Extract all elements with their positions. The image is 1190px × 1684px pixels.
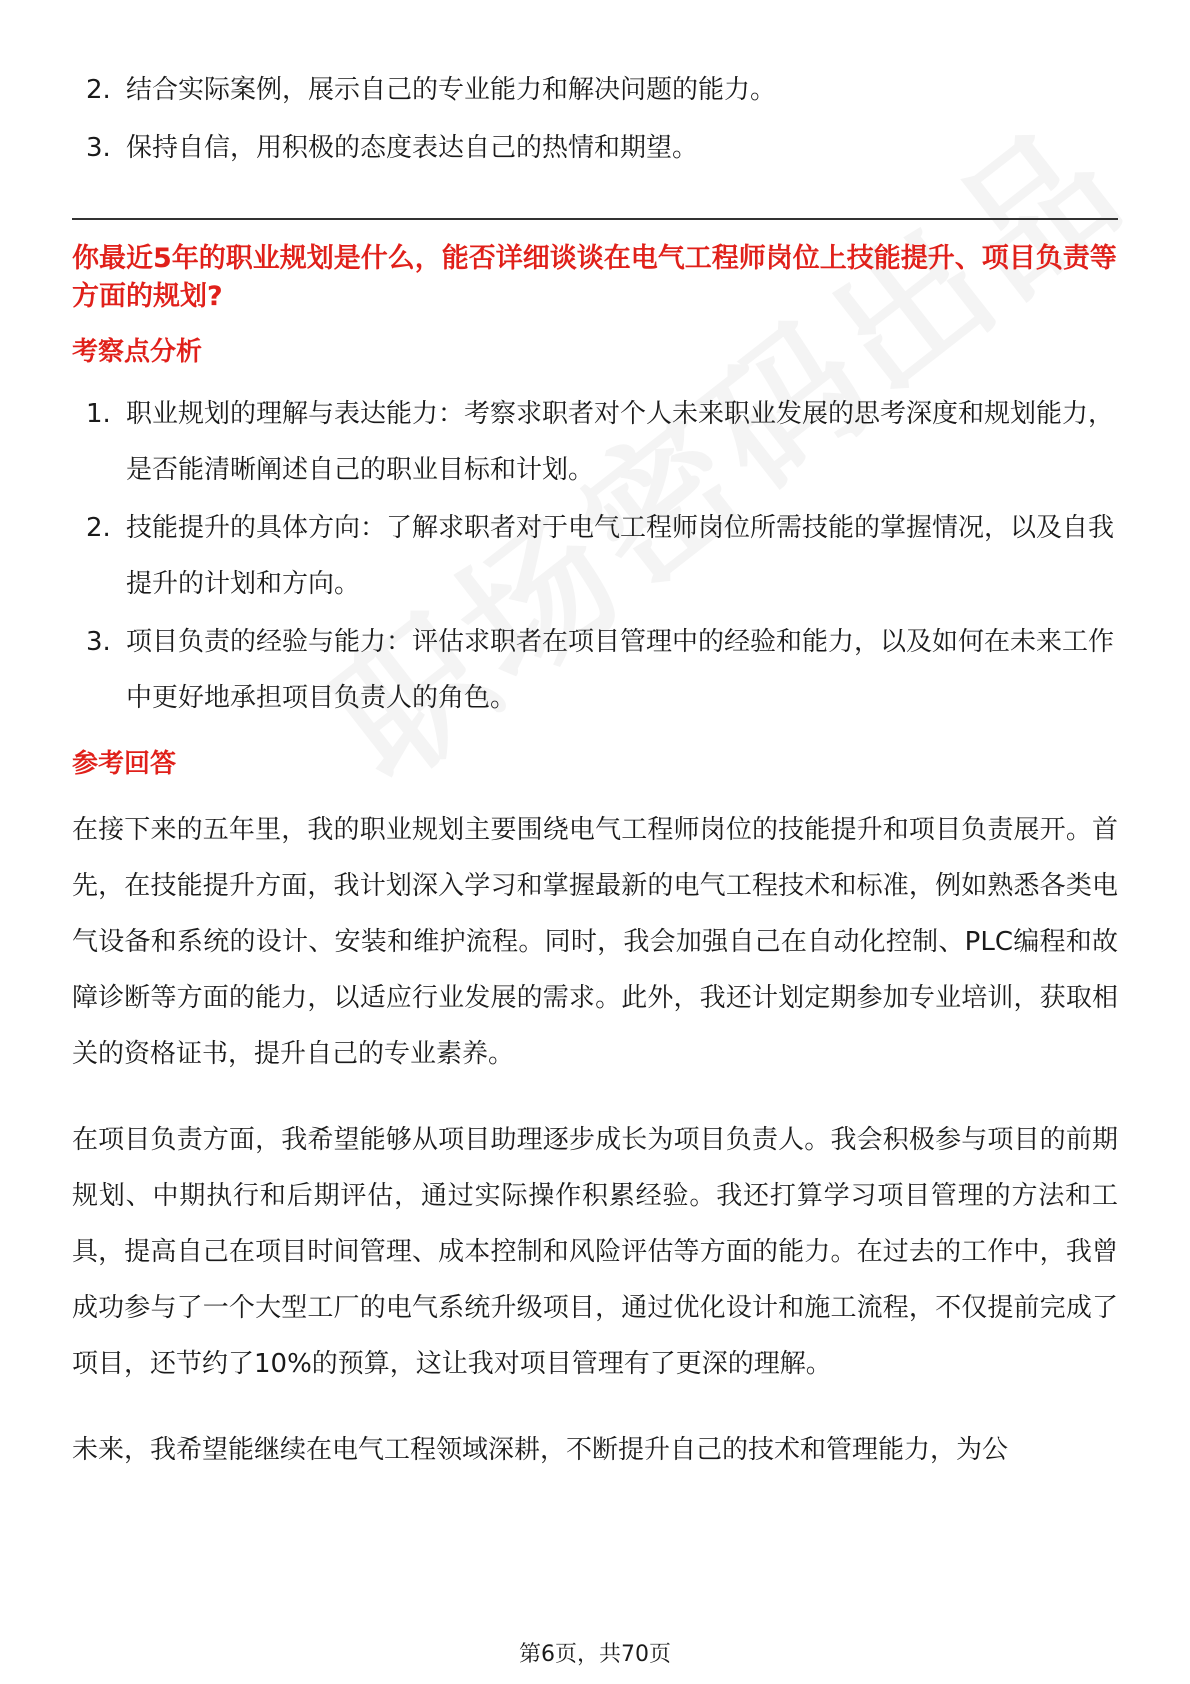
answer-heading: 参考回答 (72, 749, 177, 779)
section-divider (72, 218, 1118, 220)
list-item-text: 结合实际案例，展示自己的专业能力和解决问题的能力。 (126, 75, 777, 105)
answer-body (72, 802, 1118, 1478)
list-item-text: 保持自信，用积极的态度表达自己的热情和期望。 (126, 133, 699, 163)
list-item-number: 1. (86, 399, 111, 429)
list-item-text: 项目负责的经验与能力：评估求职者在项目管理中的经验和能力，以及如何在未来工作中更好地承担项目负责人的角色。 (126, 627, 1115, 713)
intro-list (72, 62, 1118, 176)
list-item-number: 3. (86, 627, 111, 657)
page-content (72, 62, 1118, 1478)
list-item-text: 技能提升的具体方向：了解求职者对于电气工程师岗位所需技能的掌握情况，以及自我提升的计划和方向。 (126, 513, 1115, 599)
list-item (72, 62, 1118, 118)
list-item (72, 500, 1118, 612)
list-item-number: 2. (86, 75, 111, 105)
list-item (72, 120, 1118, 176)
answer-paragraph: 在接下来的五年里，我的职业规划主要围绕电气工程师岗位的技能提升和项目负责展开。首先，在技能提升方面，我计划深入学习和掌握最新的电气工程技术和标准，例如熟悉各类电气设备和系统的设计、安装和维护流程。同时，我会加强自己在自动化控制、PLC编程和故障诊断等方面的能力，以适应行业发展的需求。此外，我还计划定期参加专业培训，获取相关的资格证书，提升自己的专业素养。 (72, 815, 1118, 1069)
page-number: 第6页，共70页 (519, 1642, 671, 1667)
analysis-list (72, 386, 1118, 726)
analysis-heading: 考察点分析 (72, 337, 203, 367)
list-item-number: 2. (86, 513, 111, 543)
answer-paragraph: 未来，我希望能继续在电气工程领域深耕，不断提升自己的技术和管理能力，为公 (72, 1435, 1009, 1465)
answer-paragraph: 在项目负责方面，我希望能够从项目助理逐步成长为项目负责人。我会积极参与项目的前期规划、中期执行和后期评估，通过实际操作积累经验。我还打算学习项目管理的方法和工具，提高自己在项目时间管理、成本控制和风险评估等方面的能力。在过去的工作中，我曾成功参与了一个大型工厂的电气系统升级项目，通过优化设计和施工流程，不仅提前完成了项目，还节约了10%的预算，这让我对项目管理有了更深的理解。 (72, 1125, 1118, 1379)
list-item-text: 职业规划的理解与表达能力：考察求职者对个人未来职业发展的思考深度和规划能力，是否能清晰阐述自己的职业目标和计划。 (126, 399, 1115, 485)
list-item-number: 3. (86, 133, 111, 163)
list-item (72, 386, 1118, 498)
list-item (72, 614, 1118, 726)
interview-question: 你最近5年的职业规划是什么，能否详细谈谈在电气工程师岗位上技能提升、项目负责等方面的规划? (72, 243, 1117, 312)
